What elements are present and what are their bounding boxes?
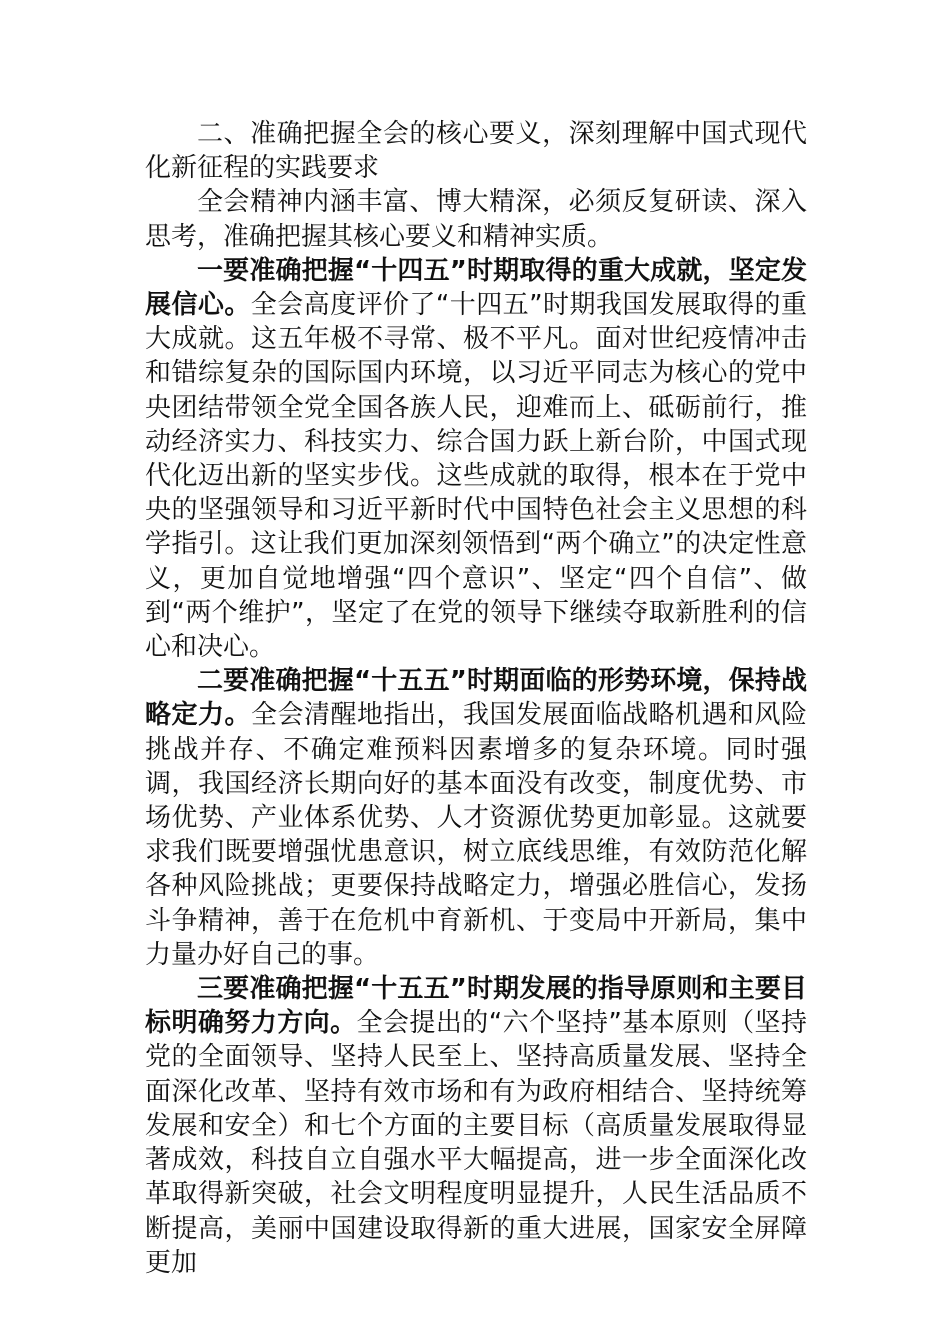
document-page <box>145 117 807 1280</box>
point-paragraph-3 <box>145 972 807 1280</box>
point-lead-2: 二要准确把握“十五五”时期面临的形势环境，保持战略定力。 <box>145 666 807 731</box>
point-paragraph-2 <box>145 664 807 972</box>
point-paragraph-1 <box>145 254 807 664</box>
point-body-1: 全会高度评价了“十四五”时期我国发展取得的重大成就。这五年极不寻常、极不平凡。面对世纪疫情冲击和错综复杂的国际国内环境，以习近平同志为核心的党中央团结带领全党全国各族人民，迎难而上、砥砺前行，推动经济实力、科技实力、综合国力跃上新台阶，中国式现代化迈出新的坚实步伐。这些成就的取得，根本在于党中央的坚强领导和习近平新时代中国特色社会主义思想的科学指引。这让我们更加深刻领悟到“两个确立”的决定性意义，更加自觉地增强“四个意识”、坚定“四个自信”、做到“两个维护”，坚定了在党的领导下继续夺取新胜利的信心和决心。 <box>145 290 807 663</box>
section-heading: 二、准确把握全会的核心要义，深刻理解中国式现代化新征程的实践要求 <box>145 119 807 184</box>
point-lead-3: 三要准确把握“十五五”时期发展的指导原则和主要目标明确努力方向。 <box>145 974 807 1039</box>
point-body-2: 全会清醒地指出，我国发展面临战略机遇和风险挑战并存、不确定难预料因素增多的复杂环境。同时强调，我国经济长期向好的基本面没有改变，制度优势、市场优势、产业体系优势、人才资源优势更加彰显。这就要求我们既要增强忧患意识，树立底线思维，有效防范化解各种风险挑战；更要保持战略定力，增强必胜信心，发扬斗争精神，善于在危机中育新机、于变局中开新局，集中力量办好自己的事。 <box>145 700 807 970</box>
intro-paragraph: 全会精神内涵丰富、博大精深，必须反复研读、深入思考，准确把握其核心要义和精神实质。 <box>145 187 807 252</box>
point-lead-1: 一要准确把握“十四五”时期取得的重大成就，坚定发展信心。 <box>145 255 807 321</box>
point-body-3: 全会提出的“六个坚持”基本原则（坚持党的全面领导、坚持人民至上、坚持高质量发展、坚持全面深化改革、坚持有效市场和有为政府相结合、坚持统筹发展和安全）和七个方面的主要目标（高质量发展取得显著成效，科技自立自强水平大幅提高，进一步全面深化改革取得新突破，社会文明程度明显提升，人民生活品质不断提高，美丽中国建设取得新的重大进展，国家安全屏障更加 <box>145 1008 807 1278</box>
